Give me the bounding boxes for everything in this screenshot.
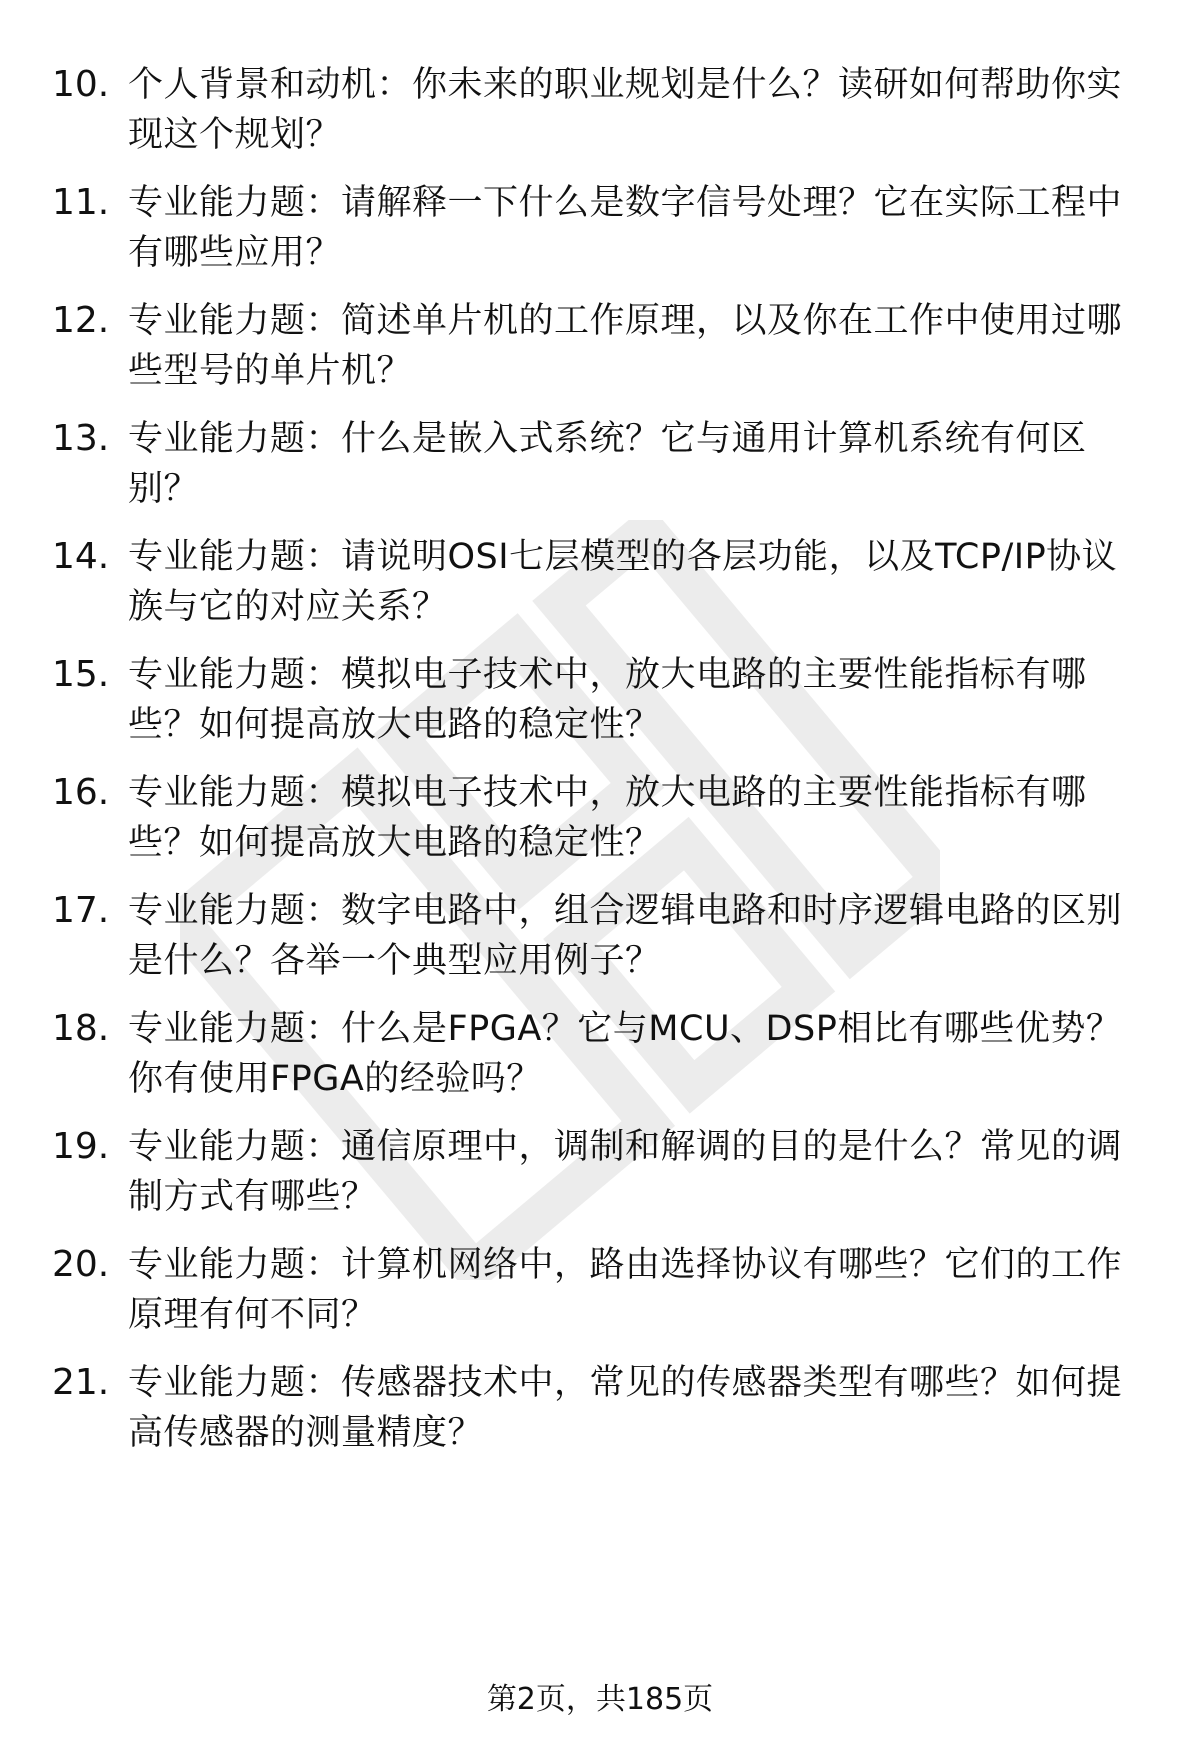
page-number: 第2页，共185页 (486, 1682, 714, 1717)
question-item (0, 532, 1200, 642)
question-item (0, 1122, 1200, 1232)
question-item (0, 1004, 1200, 1114)
question-item (0, 1358, 1200, 1468)
question-text: 专业能力题：通信原理中，调制和解调的目的是什么？常见的调制方式有哪些？ (128, 1127, 1123, 1217)
question-number: 15. (52, 654, 110, 695)
question-item (0, 768, 1200, 878)
question-text: 个人背景和动机：你未来的职业规划是什么？读研如何帮助你实现这个规划？ (128, 65, 1123, 155)
question-text: 专业能力题：模拟电子技术中，放大电路的主要性能指标有哪些？如何提高放大电路的稳定性？ (128, 773, 1087, 863)
question-text: 专业能力题：传感器技术中，常见的传感器类型有哪些？如何提高传感器的测量精度？ (128, 1363, 1123, 1453)
question-item (0, 296, 1200, 406)
question-number: 20. (52, 1244, 110, 1285)
question-text: 专业能力题：数字电路中，组合逻辑电路和时序逻辑电路的区别是什么？各举一个典型应用例子？ (128, 891, 1123, 981)
question-text: 专业能力题：什么是FPGA？它与MCU、DSP相比有哪些优势？你有使用FPGA的经验吗？ (128, 1009, 1122, 1099)
question-number: 10. (52, 64, 110, 105)
question-number: 18. (52, 1008, 110, 1049)
question-item (0, 650, 1200, 760)
question-number: 11. (52, 182, 110, 223)
question-number: 21. (52, 1362, 110, 1403)
question-text: 专业能力题：请解释一下什么是数字信号处理？它在实际工程中有哪些应用？ (128, 183, 1123, 273)
question-item (0, 178, 1200, 288)
question-text: 专业能力题：模拟电子技术中，放大电路的主要性能指标有哪些？如何提高放大电路的稳定性？ (128, 655, 1087, 745)
question-text: 专业能力题：请说明OSI七层模型的各层功能，以及TCP/IP协议族与它的对应关系？ (128, 537, 1118, 627)
question-number: 17. (52, 890, 110, 931)
question-number: 13. (52, 418, 110, 459)
question-text: 专业能力题：简述单片机的工作原理，以及你在工作中使用过哪些型号的单片机？ (128, 301, 1123, 391)
question-number: 16. (52, 772, 110, 813)
question-item (0, 414, 1200, 524)
question-text: 专业能力题：什么是嵌入式系统？它与通用计算机系统有何区别？ (128, 419, 1087, 509)
question-text: 专业能力题：计算机网络中，路由选择协议有哪些？它们的工作原理有何不同？ (128, 1245, 1123, 1335)
question-item (0, 60, 1200, 170)
question-item (0, 1240, 1200, 1350)
question-number: 14. (52, 536, 110, 577)
question-number: 12. (52, 300, 110, 341)
question-item (0, 886, 1200, 996)
question-number: 19. (52, 1126, 110, 1167)
